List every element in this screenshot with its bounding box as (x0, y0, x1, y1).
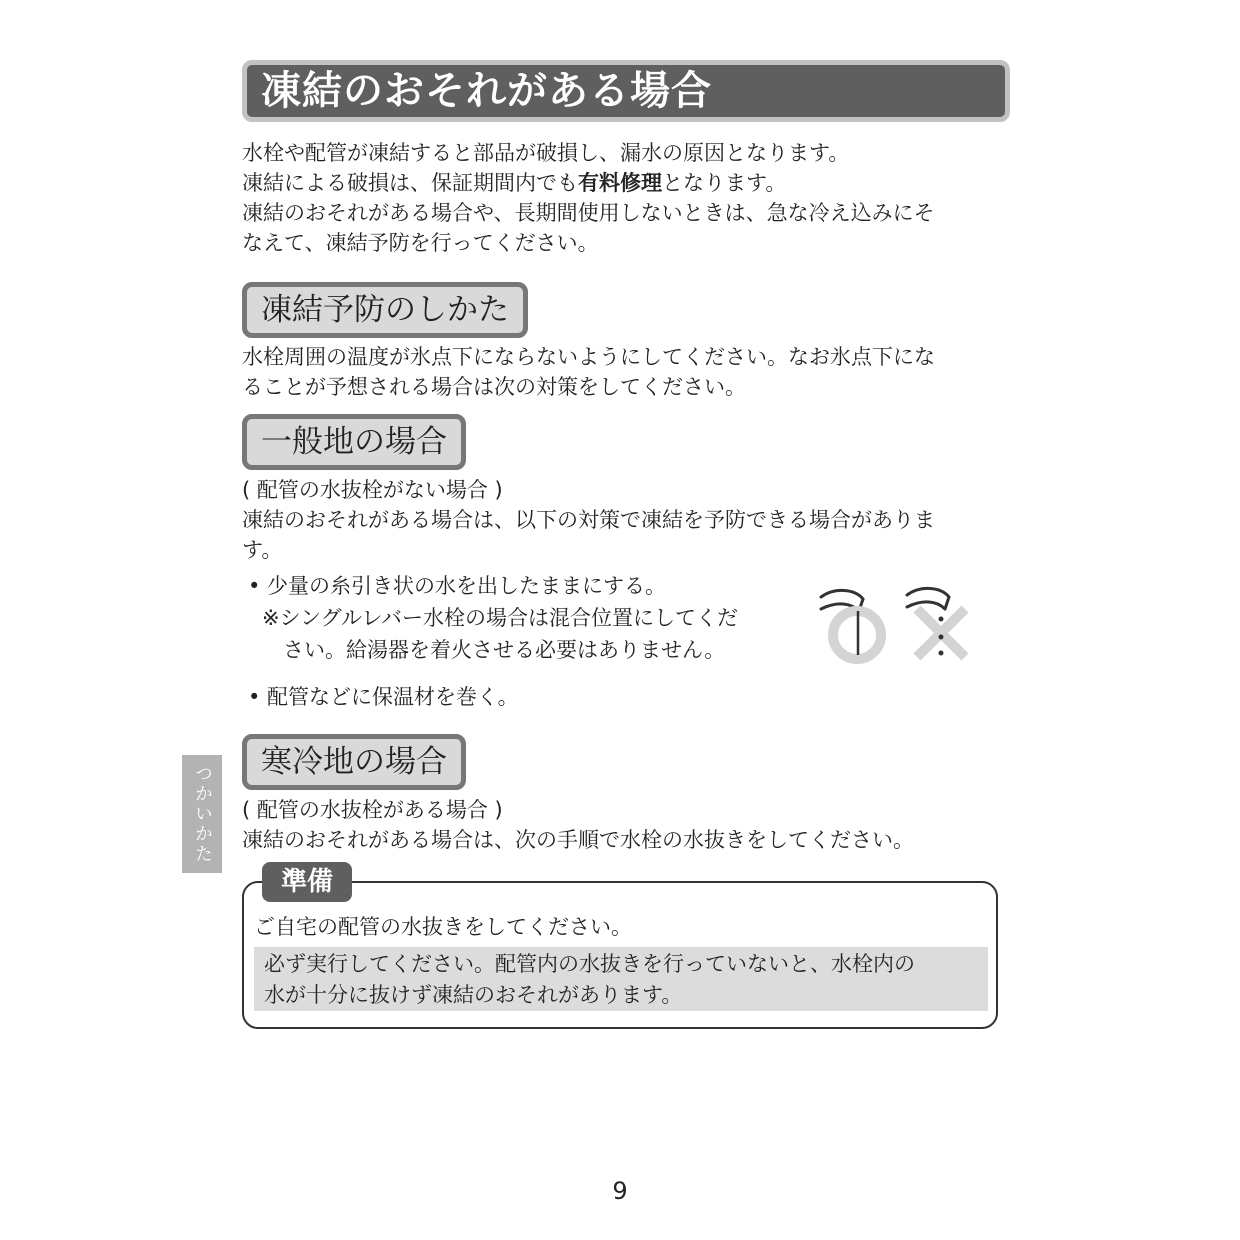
cold-area-heading: 寒冷地の場合 (242, 734, 466, 790)
cold-paragraph (242, 795, 1002, 855)
faucet-illustration (815, 585, 975, 665)
intro-line-4: なえて、凍結予防を行ってください。 (242, 231, 599, 255)
bullet-trickle-water: • 少量の糸引き状の水を出したままにする。 (248, 574, 667, 598)
paid-repair-emphasis: 有料修理 (578, 171, 662, 195)
page-number: 9 (612, 1177, 628, 1205)
note-line-2: さい。給湯器を着火させる必要はありません。 (262, 638, 726, 662)
prevention-line-1: 水栓周囲の温度が氷点下にならないようにしてください。なお氷点下にな (242, 345, 935, 369)
intro-line-2-pre: 凍結による破損は、保証期間内でも (242, 171, 578, 195)
prevention-line-2: ることが予想される場合は次の対策をしてください。 (242, 375, 746, 399)
general-paragraph (242, 475, 1002, 565)
cold-condition: ( 配管の水抜栓がある場合 ) (242, 798, 503, 822)
intro-paragraph (242, 138, 1002, 258)
warning-line-2: 水が十分に抜けず凍結のおそれがあります。 (264, 983, 683, 1007)
general-line-2: す。 (242, 538, 283, 562)
note-line-1: ※シングルレバー水栓の場合は混合位置にしてくだ (262, 606, 739, 630)
cross-mark-icon (917, 609, 965, 657)
prep-warning (254, 947, 988, 1011)
faucet-icon (907, 588, 949, 609)
bullet-insulation: • 配管などに保温材を巻く。 (248, 685, 519, 709)
general-area-heading: 一般地の場合 (242, 414, 466, 470)
intro-line-1: 水栓や配管が凍結すると部品が破損し、漏水の原因となります。 (242, 141, 850, 165)
side-tab-usage (182, 755, 222, 873)
prep-label: 準備 (262, 862, 352, 902)
page-title: 凍結のおそれがある場合 (242, 60, 1010, 122)
warning-line-1: 必ず実行してください。配管内の水抜きを行っていないと、水栓内の (264, 952, 915, 976)
prevention-heading: 凍結予防のしかた (242, 282, 528, 338)
general-line-1: 凍結のおそれがある場合は、以下の対策で凍結を予防できる場合がありま (242, 508, 935, 532)
intro-line-3: 凍結のおそれがある場合や、長期間使用しないときは、急な冷え込みにそ (242, 201, 935, 225)
single-lever-note (262, 602, 738, 666)
side-tab-label: つかいかた (192, 764, 213, 864)
intro-line-2-post: となります。 (662, 171, 787, 195)
cold-line-1: 凍結のおそれがある場合は、次の手順で水栓の水抜きをしてください。 (242, 828, 914, 852)
prevention-paragraph (242, 342, 1002, 402)
intro-line-2 (242, 168, 1002, 198)
prep-instruction: ご自宅の配管の水抜きをしてください。 (254, 915, 632, 939)
water-drops (939, 617, 944, 656)
general-condition: ( 配管の水抜栓がない場合 ) (242, 478, 503, 502)
